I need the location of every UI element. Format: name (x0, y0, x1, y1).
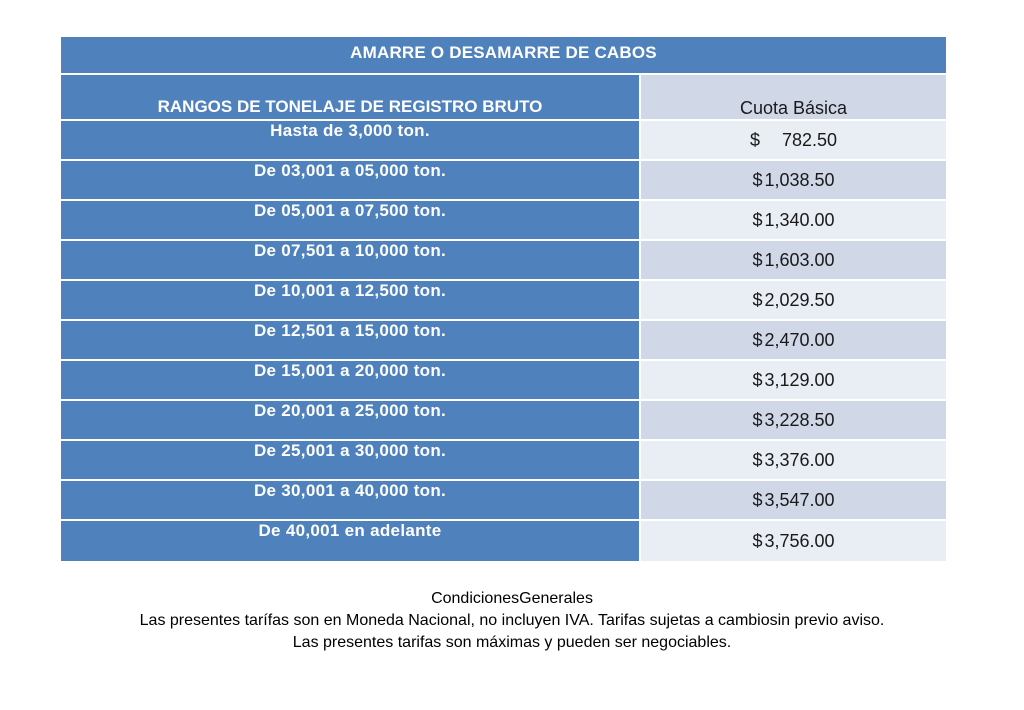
basic-fee (640, 280, 946, 320)
general-conditions (0, 588, 1024, 654)
currency-symbol: $ (752, 249, 763, 270)
tonnage-range: De 40,001 en adelante (61, 520, 640, 562)
table-row (61, 240, 946, 280)
tonnage-range: De 03,001 a 05,000 ton. (61, 160, 640, 200)
currency-symbol: $ (752, 409, 763, 430)
tonnage-range: Hasta de 3,000 ton. (61, 120, 640, 160)
table-row (61, 160, 946, 200)
basic-fee (640, 520, 946, 562)
basic-fee (640, 400, 946, 440)
table-row (61, 280, 946, 320)
fee-amount: 1,340.00 (764, 209, 835, 230)
basic-fee (640, 240, 946, 280)
table-header-row (61, 75, 946, 120)
header-range: RANGOS DE TONELAJE DE REGISTRO BRUTO (61, 75, 640, 120)
table-row (61, 200, 946, 240)
fee-amount: 782.50 (781, 129, 838, 150)
table-row (61, 120, 946, 160)
fee-amount: 2,029.50 (764, 289, 835, 310)
table-row (61, 400, 946, 440)
tariff-table-container (61, 37, 946, 563)
basic-fee (640, 200, 946, 240)
tonnage-range: De 15,001 a 20,000 ton. (61, 360, 640, 400)
fee-amount: 3,228.50 (764, 409, 835, 430)
tonnage-range: De 07,501 a 10,000 ton. (61, 240, 640, 280)
fee-amount: 1,038.50 (764, 169, 835, 190)
basic-fee (640, 320, 946, 360)
tonnage-range: De 30,001 a 40,000 ton. (61, 480, 640, 520)
currency-symbol: $ (752, 369, 763, 390)
table-row (61, 440, 946, 480)
conditions-line-2: Las presentes tarifas son máximas y pueden ser negociables. (292, 634, 732, 651)
basic-fee (640, 480, 946, 520)
fee-amount: 3,129.00 (764, 369, 835, 390)
tariff-table (61, 75, 946, 563)
currency-symbol: $ (752, 209, 763, 230)
currency-symbol: $ (752, 289, 763, 310)
currency-symbol: $ (752, 329, 763, 350)
basic-fee (640, 160, 946, 200)
basic-fee (640, 360, 946, 400)
tonnage-range: De 25,001 a 30,000 ton. (61, 440, 640, 480)
tonnage-range: De 20,001 a 25,000 ton. (61, 400, 640, 440)
table-row (61, 360, 946, 400)
tonnage-range: De 12,501 a 15,000 ton. (61, 320, 640, 360)
table-row (61, 320, 946, 360)
currency-symbol: $ (752, 530, 763, 551)
table-row (61, 520, 946, 562)
table-row (61, 480, 946, 520)
fee-amount: 3,376.00 (764, 449, 835, 470)
currency-symbol: $ (752, 489, 763, 510)
currency-symbol: $ (749, 129, 760, 150)
fee-amount: 3,547.00 (764, 489, 835, 510)
basic-fee (640, 120, 946, 160)
fee-amount: 2,470.00 (764, 329, 835, 350)
tonnage-range: De 05,001 a 07,500 ton. (61, 200, 640, 240)
basic-fee (640, 440, 946, 480)
fee-amount: 3,756.00 (764, 530, 835, 551)
header-fee: Cuota Básica (640, 75, 946, 120)
fee-amount: 1,603.00 (764, 249, 835, 270)
currency-symbol: $ (752, 169, 763, 190)
conditions-heading: CondicionesGenerales (431, 590, 593, 607)
tonnage-range: De 10,001 a 12,500 ton. (61, 280, 640, 320)
conditions-line-1: Las presentes tarífas son en Moneda Nacional, no incluyen IVA. Tarifas sujetas a cambiosin previo aviso. (139, 612, 885, 629)
table-title: AMARRE O DESAMARRE DE CABOS (61, 37, 946, 75)
currency-symbol: $ (752, 449, 763, 470)
